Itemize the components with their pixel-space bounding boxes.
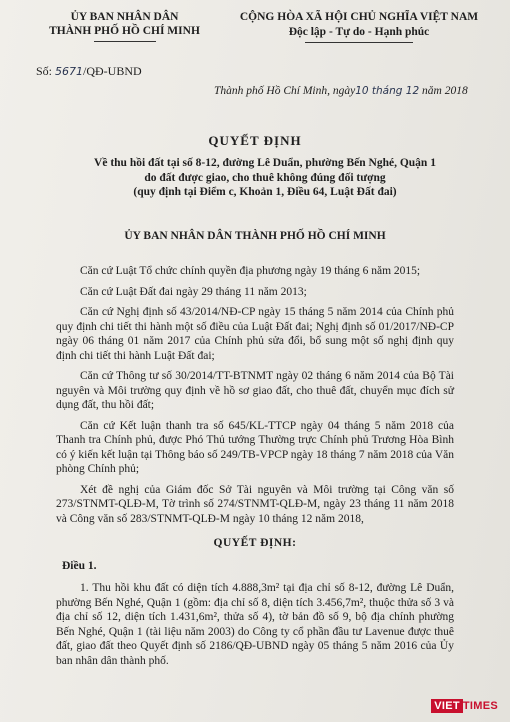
legal-basis-paragraph: Căn cứ Thông tư số 30/2014/TT-BTNMT ngày 02 tháng 6 năm 2014 của Bộ Tài nguyên và Môi trường quy định về hồ sơ giao đất, cho thuê đất, chuyển mục đích sử dụng đất, thu hồi đất; — [56, 370, 454, 411]
logo-part1: VIET — [431, 699, 463, 713]
document-title: QUYẾT ĐỊNH — [208, 133, 302, 148]
legal-basis-paragraph: Xét đề nghị của Giám đốc Sở Tài nguyên và Môi trường tại Công văn số 273/STNMT-QLĐ-M, Tờ trình số 274/STNMT-QLĐ-M, ngày 23 tháng 11 năm 2018 và Công văn số 283/STNMT-QLĐ-M ngày 10 tháng 12 năm 2018, — [56, 483, 454, 525]
article-heading: Điều 1. — [62, 559, 97, 572]
subject-line3: (quy định tại Điểm c, Khoản 1, Điều 64, Luật Đất đai) — [133, 186, 397, 198]
issuer-header — [32, 10, 217, 42]
place-date-handwritten: 10 tháng 12 — [355, 85, 420, 97]
viettimes-logo — [431, 700, 498, 712]
authority-heading: ỦY BAN NHÂN DÂN THÀNH PHỐ HỒ CHÍ MINH — [124, 230, 386, 242]
subject-line2: do đất được giao, cho thuê không đúng đối tượng — [144, 171, 386, 184]
place-date — [214, 85, 468, 97]
place-date-prefix: Thành phố Hồ Chí Minh, ngày — [214, 85, 356, 97]
place-date-suffix: năm 2018 — [419, 85, 468, 97]
legal-basis-paragraph: Căn cứ Nghị định số 43/2014/NĐ-CP ngày 15 tháng 5 năm 2014 của Chính phủ quy định chi tiết thi hành một số điều của Luật Đất đai; Nghị định số 01/2017/NĐ-CP ngày 06 tháng 01 năm 2017 của Chính phủ sửa đổi, bổ sung một số nghị định quy định chi tiết thi hành Luật Đất đai; — [56, 306, 454, 362]
legal-basis-paragraph: Căn cứ Luật Tổ chức chính quyền địa phương ngày 19 tháng 6 năm 2015; — [80, 265, 421, 277]
legal-basis-paragraph: Căn cứ Kết luận thanh tra số 645/KL-TTCP ngày 04 tháng 5 năm 2018 của Thanh tra Chính phủ, được Phó Thủ tướng Thường trực Chính phủ Trương Hòa Bình có ý kiến kết luận tại Thông báo số 249/TB-VPCP ngày 18 tháng 7 năm 2018 của Văn phòng Chính phủ; — [56, 419, 454, 475]
document-number-handwritten: 5671 — [55, 65, 84, 78]
logo-part2: TIMES — [462, 700, 498, 712]
document-number-prefix: Số: — [36, 64, 56, 78]
issuer-line1: ỦY BAN NHÂN DÂN — [70, 11, 179, 23]
document-number-suffix: /QĐ-UBND — [83, 64, 142, 78]
motto-underline — [305, 42, 413, 43]
subject-line1: Về thu hồi đất tại số 8-12, đường Lê Duẩn, phường Bến Nghé, Quận 1 — [94, 157, 436, 169]
legal-basis-paragraph: Căn cứ Luật Đất đai ngày 29 tháng 11 năm 2013; — [80, 285, 307, 298]
document-subject — [60, 156, 470, 200]
article-paragraph: 1. Thu hồi khu đất có diện tích 4.888,3m² tại địa chỉ số 8-12, đường Lê Duẩn, phường Bến Nghé, Quận 1 (gồm: địa chỉ số 8, diện tích 3.456,7m², thuộc thửa số 3 và địa chỉ số 12, diện tích 1.431,6m², thửa số 4), tờ bản đồ số 9, bộ địa chính phường Bến Nghé, Quận 1 (tài liệu năm 2003) do Công ty cổ phần đầu tư Lavenue được thuê đất, giao đất theo Quyết định số 2186/QĐ-UBND ngày 05 tháng 5 năm 2016 của Ủy ban nhân dân thành phố. — [56, 582, 454, 667]
decision-heading: QUYẾT ĐỊNH: — [213, 537, 297, 549]
issuer-line2: THÀNH PHỐ HỒ CHÍ MINH — [49, 25, 200, 37]
national-motto: Độc lập - Tự do - Hạnh phúc — [288, 26, 430, 38]
national-header — [214, 10, 504, 43]
national-title: CỘNG HÒA XÃ HỘI CHỦ NGHĨA VIỆT NAM — [239, 11, 479, 23]
document-number — [36, 64, 142, 79]
issuer-underline — [94, 41, 156, 42]
document-body — [56, 264, 454, 674]
